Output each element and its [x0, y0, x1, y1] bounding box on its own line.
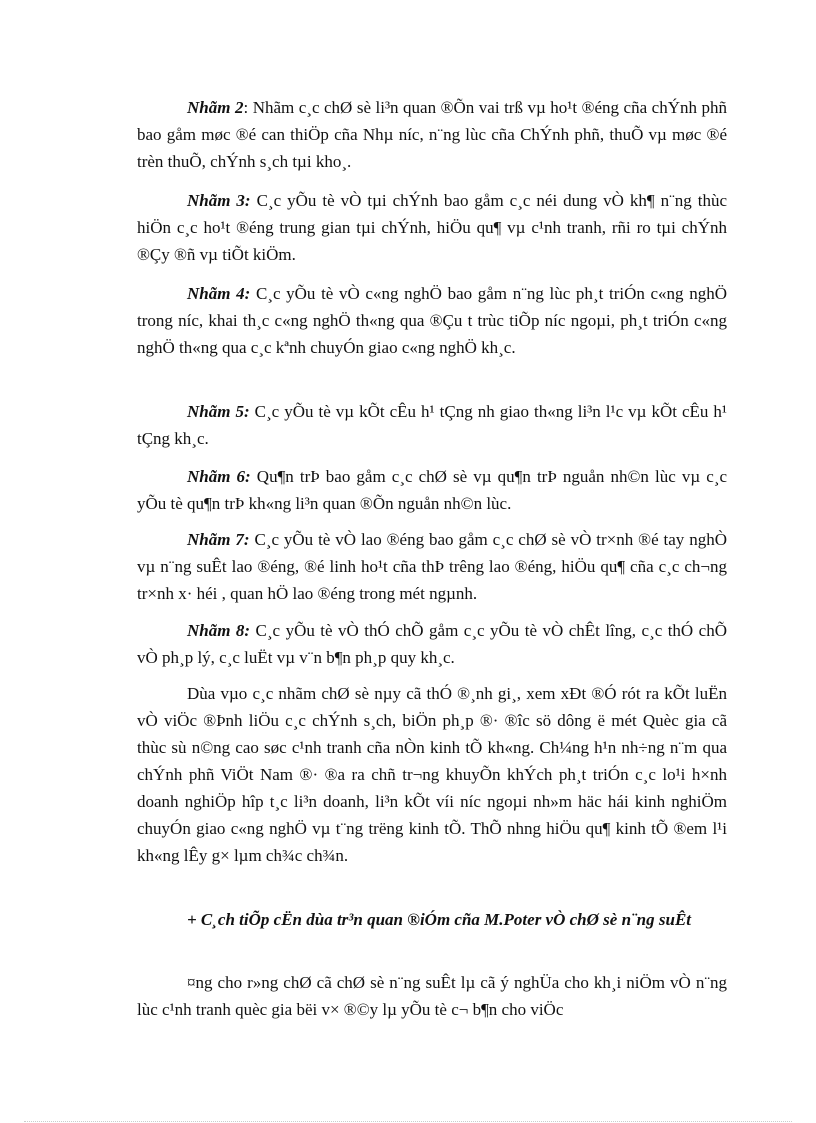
paragraph-text: Qu¶n trÞ bao gåm c¸c chØ sè vµ qu¶n trÞ nguån nh©n lùc vµ c¸c yÕu tè qu¶n trÞ kh«ng li³n quan ®Õn nguån nh©n lùc. — [137, 467, 727, 513]
group-label: Nhãm 4: — [187, 284, 251, 303]
paragraph-group-2 — [137, 94, 727, 175]
page-bottom-divider — [24, 1121, 792, 1122]
heading-text: + C¸ch tiÕp cËn dùa tr³n quan ®iÓm cña M.Poter vÒ chØ sè n¨ng suÊt — [187, 910, 692, 929]
paragraph-group-7 — [137, 526, 727, 607]
paragraph-text: : Nhãm c¸c chØ sè li³n quan ®Õn vai trß vµ ho¹t ®éng cña chÝnh phñ bao gåm møc ®é can thiÖp cña Nhµ níc, n¨ng lùc cña ChÝnh phñ, thuÕ vµ møc ®é trèn thuÕ, chÝnh s¸ch tµi kho¸. — [137, 98, 727, 171]
paragraph-text: C¸c yÕu tè vµ kÕt cÊu h¹ tÇng nh giao th«ng li³n l¹c vµ kÕt cÊu h¹ tÇng kh¸c. — [137, 402, 727, 448]
paragraph-text: C¸c yÕu tè vÒ c«ng nghÖ bao gåm n¨ng lùc ph¸t triÓn c«ng nghÖ trong níc, khai th¸c c«ng nghÖ th«ng qua ®Çu t trùc tiÕp níc ngoµi, ph¸t triÓn c«ng nghÖ th«ng qua c¸c kªnh chuyÓn giao c«ng nghÖ kh¸c. — [137, 284, 727, 357]
section-heading-porter — [137, 906, 727, 933]
paragraph-group-3 — [137, 187, 727, 268]
group-label: Nhãm 6: — [187, 467, 251, 486]
group-label: Nhãm 5: — [187, 402, 250, 421]
paragraph-group-5 — [137, 398, 727, 452]
paragraph-text: Dùa vµo c¸c nhãm chØ sè nµy cã thÓ ®¸nh gi¸, xem xÐt ®Ó rót ra kÕt luËn vÒ viÖc ®Þnh liÖu c¸c chÝnh s¸ch, biÖn ph¸p ®· ®îc sö dông ë mét Quèc gia cã thùc sù n©ng cao søc c¹nh tranh cña nÒn kinh tÕ kh«ng. Ch¼ng h¹n nh÷ng n¨m qua chÝnh phñ ViÖt Nam ®· ®a ra chñ tr¬ng khuyÕn khÝch ph¸t triÓn c¸c lo¹i h×nh doanh nghiÖp hîp t¸c li³n doanh, li³n kÕt víi níc ngoµi nh»m häc hái kinh nghiÖm chuyÓn giao c«ng nghÖ vµ t¨ng trëng kinh tÕ. ThÕ nhng hiÖu qu¶ kinh tÕ ®em l¹i kh«ng lÊy g× lµm ch¾c ch¾n. — [137, 684, 727, 865]
paragraph-group-6 — [137, 463, 727, 517]
paragraph-group-8 — [137, 617, 727, 671]
paragraph-text: ¤ng cho r»ng chØ cã chØ sè n¨ng suÊt lµ cã ý nghÜa cho kh¸i niÖm vÒ n¨ng lùc c¹nh tranh quèc gia bëi v× ®©y lµ yÕu tè c¬ b¶n cho viÖc — [137, 973, 727, 1019]
paragraph-text: C¸c yÕu tè vÒ thÓ chÕ gåm c¸c yÕu tè vÒ chÊt lîng, c¸c thÓ chÕ vÒ ph¸p lý, c¸c luËt vµ v¨n b¶n ph¸p quy kh¸c. — [137, 621, 727, 667]
group-label: Nhãm 8: — [187, 621, 251, 640]
paragraph-group-4 — [137, 280, 727, 361]
paragraph-body-conclusion — [137, 680, 727, 869]
paragraph-text: C¸c yÕu tè vÒ lao ®éng bao gåm c¸c chØ sè vÒ tr×nh ®é tay nghÒ vµ n¨ng suÊt lao ®éng, ®é linh ho¹t cña thÞ trêng lao ®éng, hiÖu qu¶ cña c¸c ch¬ng tr×nh x· héi , quan hÖ lao ®éng trong mét ngµnh. — [137, 530, 727, 603]
paragraph-body-porter — [137, 969, 727, 1023]
paragraph-text: C¸c yÕu tè vÒ tµi chÝnh bao gåm c¸c néi dung vÒ kh¶ n¨ng thùc hiÖn c¸c ho¹t ®éng trung gian tµi chÝnh, hiÖu qu¶ vµ c¹nh tranh, rñi ro tµi chÝnh ®Çy ®ñ vµ tiÕt kiÖm. — [137, 191, 727, 264]
group-label: Nhãm 7: — [187, 530, 250, 549]
group-label: Nhãm 3: — [187, 191, 251, 210]
group-label: Nhãm 2 — [187, 98, 244, 117]
